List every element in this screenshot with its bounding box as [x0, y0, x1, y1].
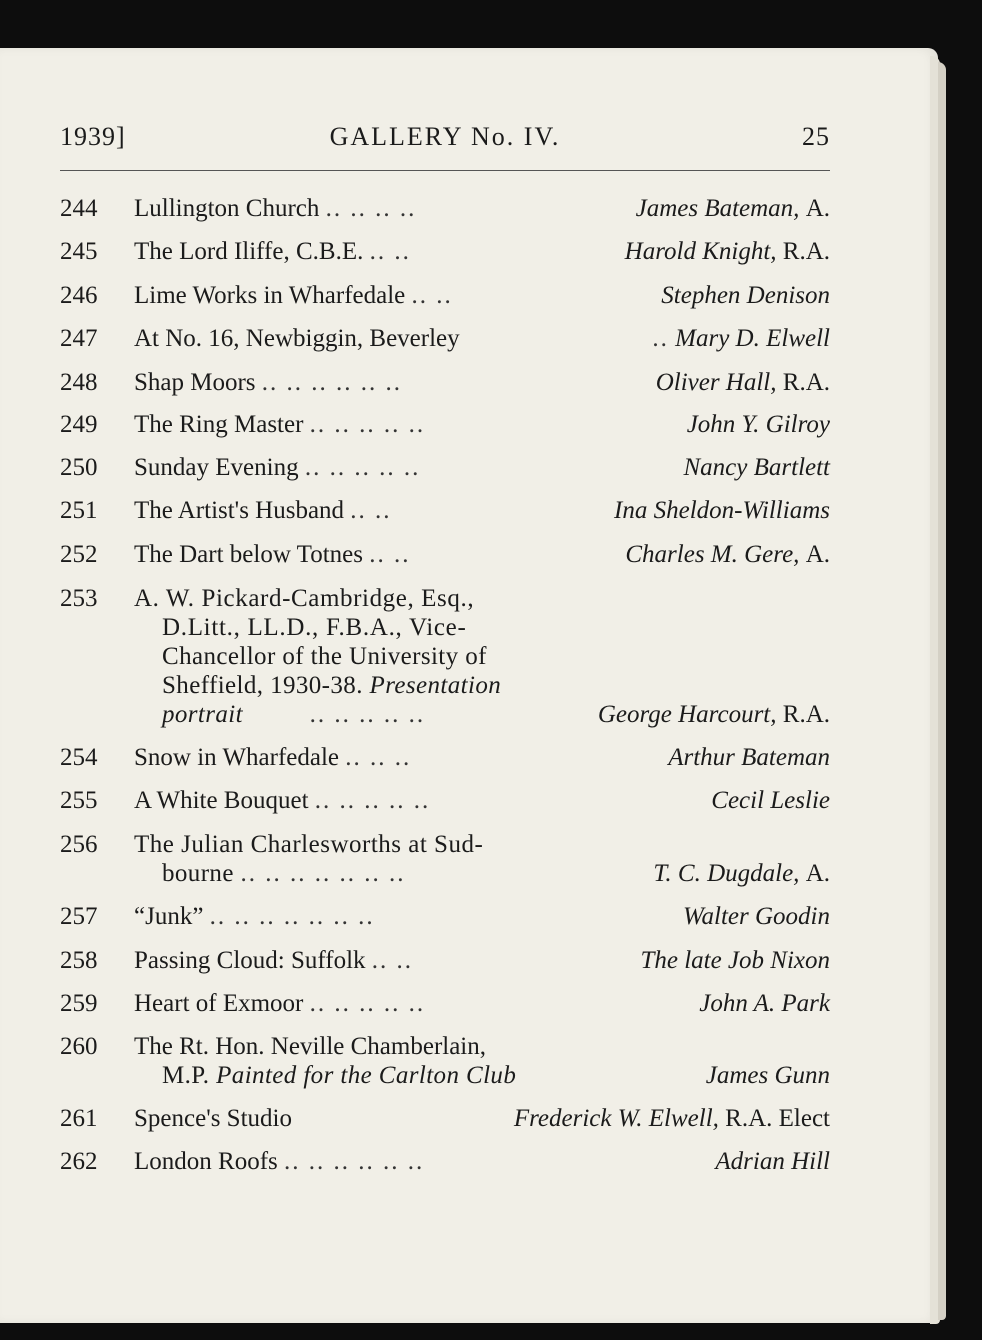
entry-number: 245 — [60, 238, 98, 265]
entry-number: 262 — [60, 1148, 98, 1175]
catalogue-entry — [60, 536, 830, 568]
entry-title-line: D.Litt., LL.D., F.B.A., Vice- — [162, 614, 467, 641]
entry-number: 247 — [60, 325, 98, 352]
entry-number: 260 — [60, 1033, 98, 1060]
catalogue-entry — [60, 826, 830, 887]
entry-number: 261 — [60, 1105, 98, 1132]
entry-number: 259 — [60, 990, 98, 1017]
entry-artist: Arthur Bateman — [668, 744, 830, 771]
catalogue-entry — [60, 320, 830, 352]
entry-number: 246 — [60, 282, 98, 309]
catalogue-entry — [60, 1143, 830, 1175]
entry-title: The Dart below Totnes .. .. — [134, 541, 411, 568]
entry-title: Sunday Evening .. .. .. .. .. — [134, 454, 421, 481]
catalogue-entry — [60, 580, 830, 728]
entry-title: The Lord Iliffe, C.B.E. .. .. — [134, 238, 411, 265]
entry-title: The Julian Charlesworths at Sud- — [134, 831, 484, 858]
entry-number: 248 — [60, 369, 98, 396]
entry-artist: Walter Goodin — [683, 903, 830, 930]
entry-artist: Frederick W. Elwell, R.A. Elect — [513, 1105, 830, 1132]
entry-number: 250 — [60, 454, 98, 481]
entry-title: “Junk” .. .. .. .. .. .. .. — [134, 903, 375, 930]
header-rule — [60, 170, 830, 171]
entry-artist: John Y. Gilroy — [686, 411, 830, 438]
entry-title: Lime Works in Wharfedale .. .. — [134, 282, 453, 309]
entry-title: Snow in Wharfedale .. .. .. — [134, 744, 412, 771]
entry-artist: Harold Knight, R.A. — [624, 238, 830, 265]
running-header — [60, 122, 830, 162]
entry-artist: T. C. Dugdale, A. — [653, 860, 830, 887]
entry-artist: Charles M. Gere, A. — [625, 541, 830, 568]
entry-title: Spence's Studio — [134, 1105, 292, 1132]
entry-title-line: Sheffield, 1930-38. Presentation — [162, 672, 502, 699]
catalogue-entry — [60, 364, 830, 396]
entry-title: Lullington Church .. .. .. .. — [134, 195, 417, 222]
entry-title: London Roofs .. .. .. .. .. .. — [134, 1148, 425, 1175]
entry-number: 255 — [60, 787, 98, 814]
entry-artist: Stephen Denison — [661, 282, 830, 309]
entry-artist: The late Job Nixon — [640, 947, 830, 974]
catalogue-entry — [60, 449, 830, 481]
catalogue-entry — [60, 277, 830, 309]
entry-title: Shap Moors .. .. .. .. .. .. — [134, 369, 403, 396]
entry-title-line: bourne .. .. .. .. .. .. .. — [162, 860, 406, 887]
entry-title: A White Bouquet .. .. .. .. .. — [134, 787, 431, 814]
entry-title: The Rt. Hon. Neville Chamberlain, — [134, 1033, 487, 1060]
entry-title-line: portrait .. .. .. .. .. — [162, 701, 426, 728]
catalogue-entry — [60, 1100, 830, 1132]
entry-number: 252 — [60, 541, 98, 568]
entry-artist: James Bateman, A. — [635, 195, 830, 222]
entry-number: 256 — [60, 831, 98, 858]
catalogue-entry — [60, 942, 830, 974]
entry-artist: George Harcourt, R.A. — [597, 701, 830, 728]
entry-title: The Artist's Husband .. .. — [134, 497, 392, 524]
catalogue-entry — [60, 898, 830, 930]
entry-number: 254 — [60, 744, 98, 771]
catalogue-entry — [60, 782, 830, 814]
entry-artist: Adrian Hill — [715, 1148, 830, 1175]
entry-title-line: M.P. Painted for the Carlton Club — [162, 1062, 517, 1089]
catalogue-entry — [60, 190, 830, 222]
page-number: 25 — [802, 122, 830, 151]
entry-artist: John A. Park — [699, 990, 830, 1017]
page-edge-back — [938, 62, 946, 1320]
catalogue-entry — [60, 406, 830, 438]
entry-artist: Cecil Leslie — [711, 787, 830, 814]
entry-number: 258 — [60, 947, 98, 974]
entry-title-line: Chancellor of the University of — [162, 643, 487, 670]
entry-number: 249 — [60, 411, 98, 438]
catalogue-list — [60, 190, 830, 1175]
entry-artist: .. Mary D. Elwell — [652, 325, 830, 352]
catalogue-entry — [60, 492, 830, 524]
entry-artist: Oliver Hall, R.A. — [655, 369, 830, 396]
catalogue-entry — [60, 1028, 830, 1089]
entry-number: 251 — [60, 497, 98, 524]
entry-title: A. W. Pickard-Cambridge, Esq., — [134, 585, 475, 612]
catalogue-entry — [60, 739, 830, 771]
catalogue-entry — [60, 985, 830, 1017]
header-gallery-title: GALLERY No. IV. — [329, 122, 561, 151]
entry-artist: Ina Sheldon-Williams — [614, 497, 830, 524]
entry-number: 257 — [60, 903, 98, 930]
entry-artist: James Gunn — [705, 1062, 830, 1089]
catalogue-entry — [60, 233, 830, 265]
entry-title: Heart of Exmoor .. .. .. .. .. — [134, 990, 426, 1017]
entry-number: 244 — [60, 195, 98, 222]
entry-artist: Nancy Bartlett — [683, 454, 830, 481]
entry-title: At No. 16, Newbiggin, Beverley — [134, 325, 460, 352]
entry-number: 253 — [60, 585, 98, 612]
header-year: 1939] — [60, 122, 126, 151]
entry-title: The Ring Master .. .. .. .. .. — [134, 411, 426, 438]
entry-title: Passing Cloud: Suffolk .. .. — [134, 947, 414, 974]
